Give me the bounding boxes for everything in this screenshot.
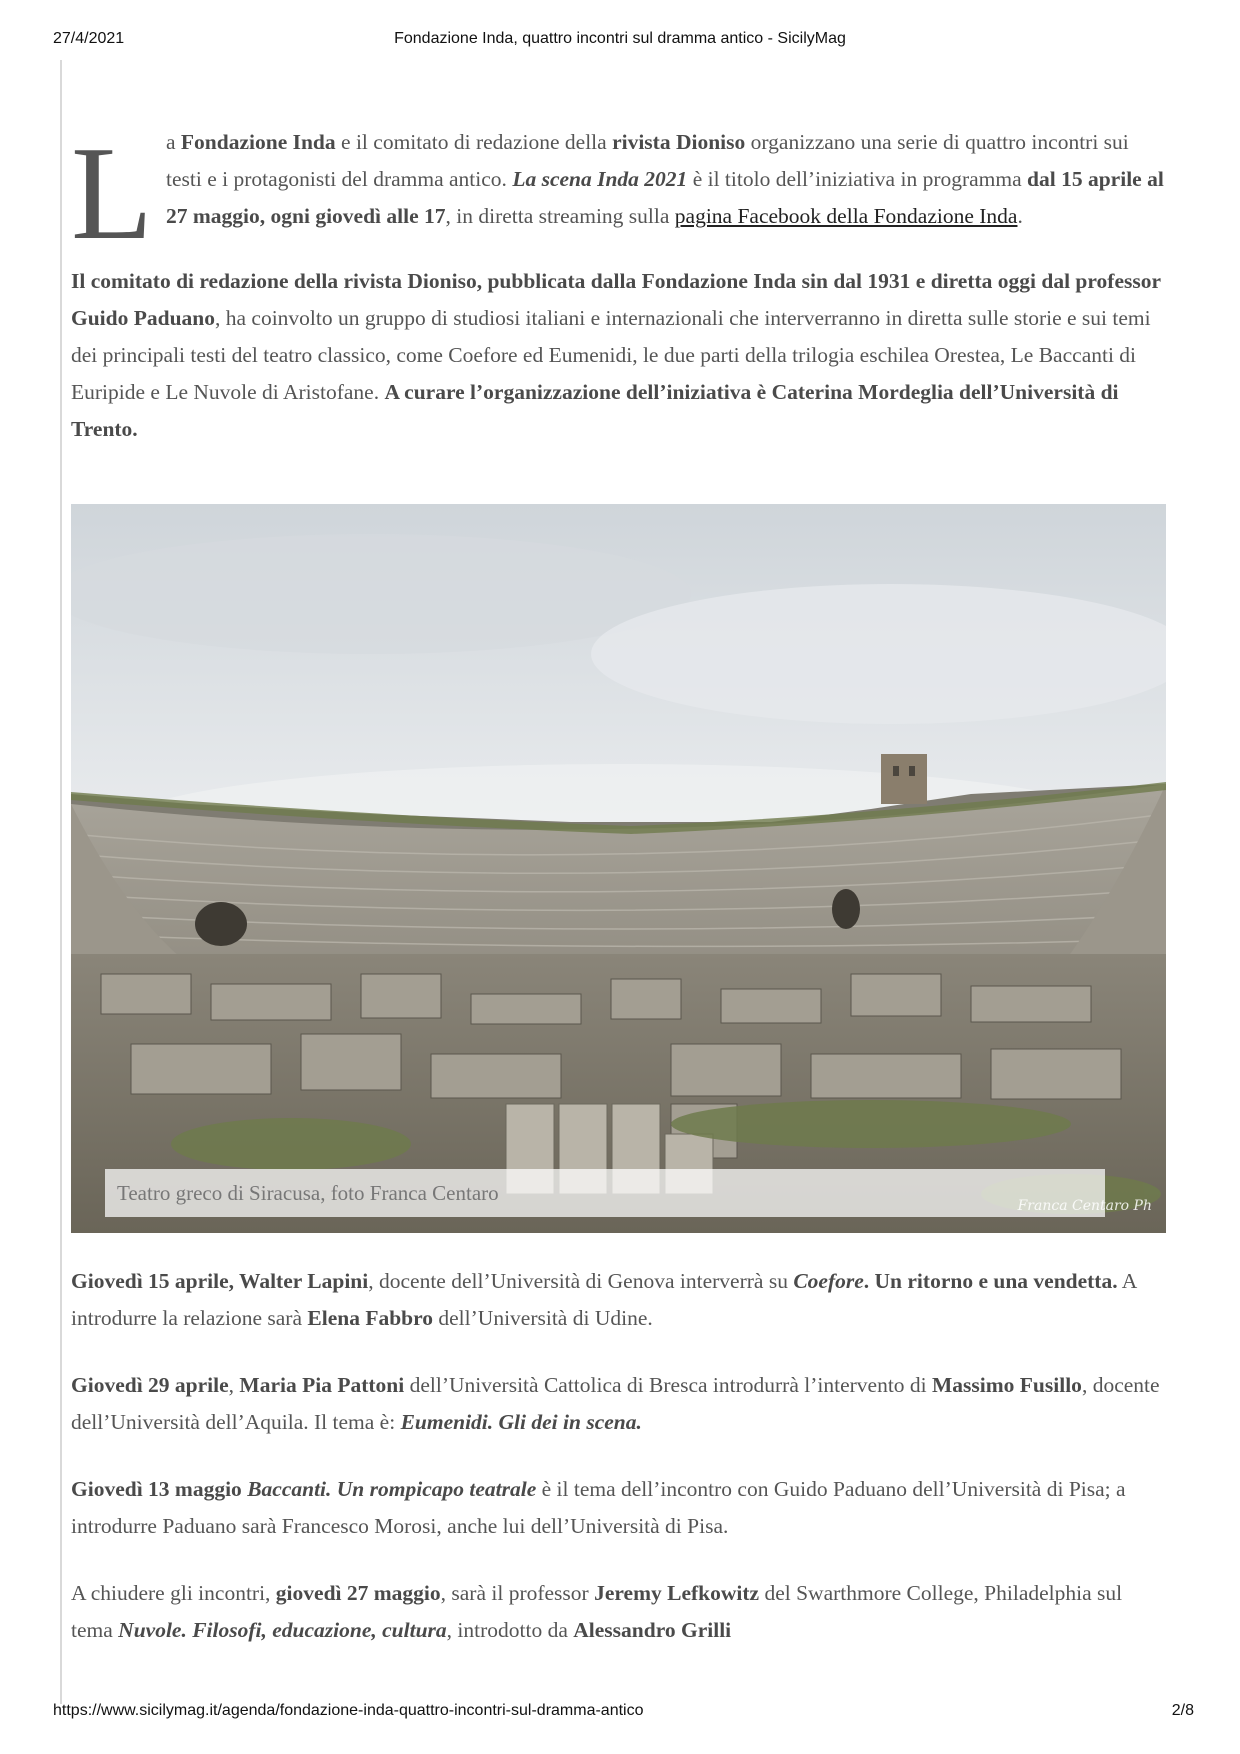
- schedule-bold-italic: Baccanti. Un rompicapo teatrale: [247, 1477, 537, 1501]
- intro-text: organizzano una serie di quattro incontri sui testi e i protagonisti del dramma antico.: [166, 130, 1129, 191]
- photo-signature: Franca Centaro Ph: [1017, 1198, 1152, 1214]
- schedule-item: [71, 1367, 1166, 1441]
- print-date: 27/4/2021: [53, 30, 125, 47]
- schedule-bold-italic: Coefore: [793, 1269, 864, 1293]
- schedule-text: è il tema dell’incontro con Guido Paduano dell’Università di Pisa; a introdurre Paduano sarà Francesco Morosi, anche lui dell’Università di Pisa.: [71, 1477, 1126, 1538]
- intro-text: .: [1017, 204, 1023, 228]
- schedule-bold: Maria Pia Pattoni: [239, 1373, 405, 1397]
- theatre-photo: [71, 504, 1166, 1233]
- intro-paragraph: [71, 119, 1166, 267]
- schedule-text: dell’Università Cattolica di Bresca introdurrà l’intervento di: [404, 1373, 933, 1397]
- committee-text: , ha coinvolto un gruppo di studiosi italiani e internazionali che interverranno in diretta sulle storie e sui temi dei principali testi del teatro classico, come Coefore ed Eumenidi, le due parti della trilogia eschilea Orestea, Le Baccanti di Euripide e Le Nuvole di Aristofane.: [71, 306, 1151, 404]
- schedule-bold: Massimo Fusillo: [932, 1373, 1082, 1397]
- theatre-photo-image: [71, 504, 1166, 1233]
- schedule-bold: Giovedì 29 aprile: [71, 1373, 229, 1397]
- intro-text: è il titolo dell’iniziativa in programma: [687, 167, 1028, 191]
- intro-text: , in diretta streaming sulla: [445, 204, 675, 228]
- schedule-text: , docente dell’Università di Genova interverrà su: [368, 1269, 794, 1293]
- intro-bold: dal 15 aprile al 27 maggio, ogni giovedì alle 17: [166, 167, 1164, 228]
- schedule-bold-italic: Eumenidi. Gli dei in scena.: [400, 1410, 642, 1434]
- print-footer: [0, 1702, 1240, 1726]
- schedule-text: del Swarthmore College, Philadelphia sul tema: [71, 1581, 1123, 1642]
- schedule-bold: . Un ritorno e una vendetta.: [863, 1269, 1118, 1293]
- schedule-text: A chiudere gli incontri,: [71, 1581, 276, 1605]
- intro-bold: Fondazione Inda: [180, 130, 336, 154]
- left-border-rule: [60, 60, 62, 1704]
- schedule-item: [71, 1263, 1166, 1337]
- schedule-text: dell’Università di Udine.: [433, 1306, 653, 1330]
- print-header: [0, 30, 1240, 54]
- photo-caption: Teatro greco di Siracusa, foto Franca Centaro: [105, 1169, 1105, 1217]
- intro-text: a: [166, 130, 181, 154]
- schedule-bold-italic: Nuvole. Filosofi, educazione, cultura: [118, 1618, 447, 1642]
- schedule-bold: Elena Fabbro: [307, 1306, 434, 1330]
- schedule-text: ,: [228, 1373, 240, 1397]
- schedule-text: , docente dell’Università dell’Aquila. Il tema è:: [71, 1373, 1160, 1434]
- schedule-bold: Giovedì 15 aprile, Walter Lapini: [71, 1269, 369, 1293]
- page-number: 2/8: [1171, 1702, 1194, 1719]
- intro-bold-italic: La scena Inda 2021: [512, 167, 688, 191]
- schedule-bold: Jeremy Lefkowitz: [594, 1581, 760, 1605]
- print-url: https://www.sicilymag.it/agenda/fondazione-inda-quattro-incontri-sul-dramma-antico: [53, 1702, 644, 1719]
- schedule-item: [71, 1471, 1166, 1545]
- schedule: [71, 1263, 1166, 1649]
- intro-bold: rivista Dioniso: [612, 130, 746, 154]
- committee-bold: A curare l’organizzazione dell’iniziativa è Caterina Mordeglia dell’Università di Trento.: [71, 380, 1119, 441]
- intro-text: e il comitato di redazione della: [335, 130, 613, 154]
- print-title: Fondazione Inda, quattro incontri sul dramma antico - SicilyMag: [394, 30, 846, 47]
- drop-cap: L: [71, 119, 153, 267]
- schedule-bold: Alessandro Grilli: [573, 1618, 732, 1642]
- article-body: [71, 119, 1166, 1679]
- schedule-item: [71, 1575, 1166, 1649]
- schedule-bold: giovedì 27 maggio: [275, 1581, 441, 1605]
- facebook-page-link[interactable]: pagina Facebook della Fondazione Inda: [674, 204, 1018, 228]
- committee-bold: Il comitato di redazione della rivista Dioniso, pubblicata dalla Fondazione Inda sin dal 1931 e diretta oggi dal professor Guido Paduano: [71, 269, 1161, 330]
- schedule-bold: Giovedì 13 maggio: [71, 1477, 242, 1501]
- schedule-text: A introdurre la relazione sarà: [71, 1269, 1137, 1330]
- committee-paragraph: [71, 263, 1166, 448]
- schedule-text: , introdotto da: [446, 1618, 574, 1642]
- schedule-text: , sarà il professor: [440, 1581, 595, 1605]
